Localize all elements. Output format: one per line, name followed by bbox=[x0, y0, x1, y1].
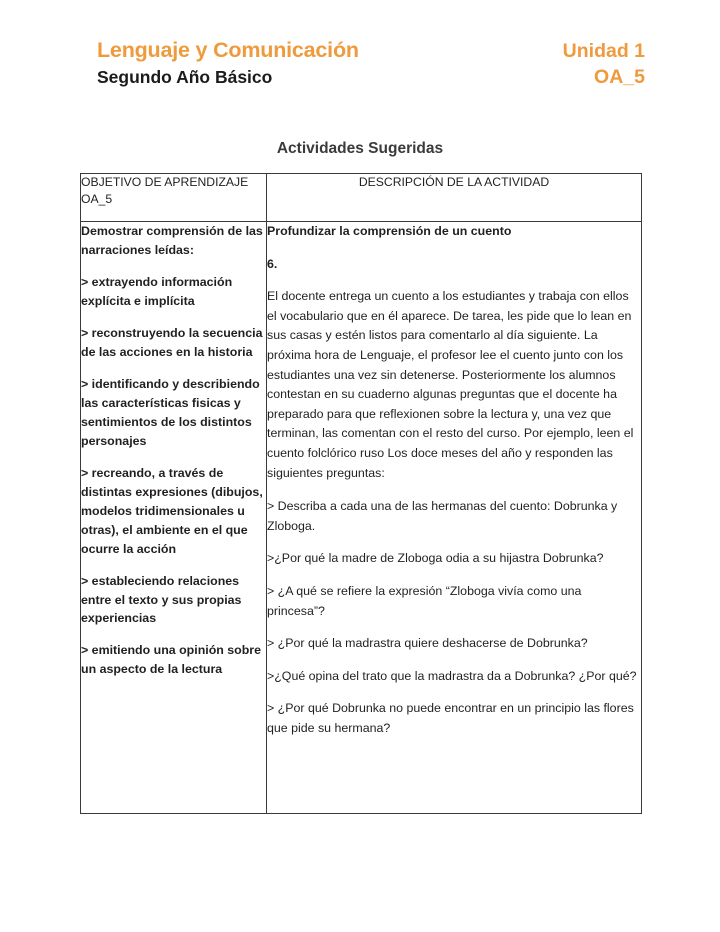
activity-question-6: > ¿Por qué Dobrunka no puede encontrar en un principio las flores que pide su hermana? bbox=[267, 701, 634, 735]
subject-title: Lenguaje y Comunicación bbox=[97, 38, 359, 62]
oa-code-label: OA_5 bbox=[594, 66, 645, 89]
activity-question-4: > ¿Por qué la madrastra quiere deshacerse de Dobrunka? bbox=[267, 636, 588, 651]
table-row bbox=[81, 222, 642, 814]
activity-question-2: >¿Por qué la madre de Zloboga odia a su hijastra Dobrunka? bbox=[267, 551, 604, 566]
description-cell bbox=[267, 222, 642, 814]
unit-label: Unidad 1 bbox=[562, 40, 645, 62]
activities-table bbox=[80, 173, 642, 814]
header-row-primary bbox=[97, 38, 645, 63]
column-header-objective: OBJETIVO DE APRENDIZAJE OA_5 bbox=[81, 174, 267, 222]
objective-item-1: > extrayendo información explícita e implícita bbox=[81, 274, 233, 308]
activity-question-3: > ¿A qué se refiere la expresión “Zloboga vivía como una princesa”? bbox=[267, 583, 582, 618]
activity-paragraph: El docente entrega un cuento a los estudiantes y trabaja con ellos el vocabulario que en él aparece. De tarea, les pide que lo lean en sus casas y estén listos para comentarlo al día siguiente. La próxima hora de Lenguaje, el profesor lee el cuento junto con los estudiantes una vez sin detenerse. Posteriormente los alumnos contestan en su cuaderno algunas preguntas que el docente ha preparado para que reflexionen sobre la lectura y, una vez que terminan, las comentan con el resto del curso. Por ejemplo, leen el cuento folclórico ruso Los doce meses del año y responden las siguientes preguntas: bbox=[267, 289, 634, 480]
objective-cell bbox=[81, 222, 267, 814]
objective-item-5: > estableciendo relaciones entre el texto y sus propias experiencias bbox=[81, 573, 242, 626]
table-header-row bbox=[81, 174, 642, 222]
header-row-secondary bbox=[97, 66, 645, 89]
activity-title: Profundizar la comprensión de un cuento bbox=[267, 224, 512, 238]
activity-question-1: > Describa a cada una de las hermanas del cuento: Dobrunka y Zloboga. bbox=[267, 499, 618, 533]
column-header-description: DESCRIPCIÓN DE LA ACTIVIDAD bbox=[267, 174, 642, 222]
document-header bbox=[97, 38, 645, 89]
section-title: Actividades Sugeridas bbox=[276, 140, 444, 157]
objective-item-2: > reconstruyendo la secuencia de las acciones en la historia bbox=[81, 325, 263, 359]
activity-number: 6. bbox=[267, 256, 278, 271]
objective-lead: Demostrar comprensión de las narraciones leídas: bbox=[81, 224, 263, 257]
objective-item-4: > recreando, a través de distintas expresiones (dibujos, modelos tridimensionales u otras), el ambiente en el que ocurre la acción bbox=[81, 465, 263, 556]
objective-item-3: > identificando y describiendo las características fisicas y sentimientos de los distintos personajes bbox=[81, 376, 260, 448]
objective-item-6: > emitiendo una opinión sobre un aspecto de la lectura bbox=[81, 643, 262, 677]
grade-level-subtitle: Segundo Año Básico bbox=[97, 67, 273, 88]
activity-question-5: >¿Qué opina del trato que la madrastra da a Dobrunka? ¿Por qué? bbox=[267, 668, 637, 683]
